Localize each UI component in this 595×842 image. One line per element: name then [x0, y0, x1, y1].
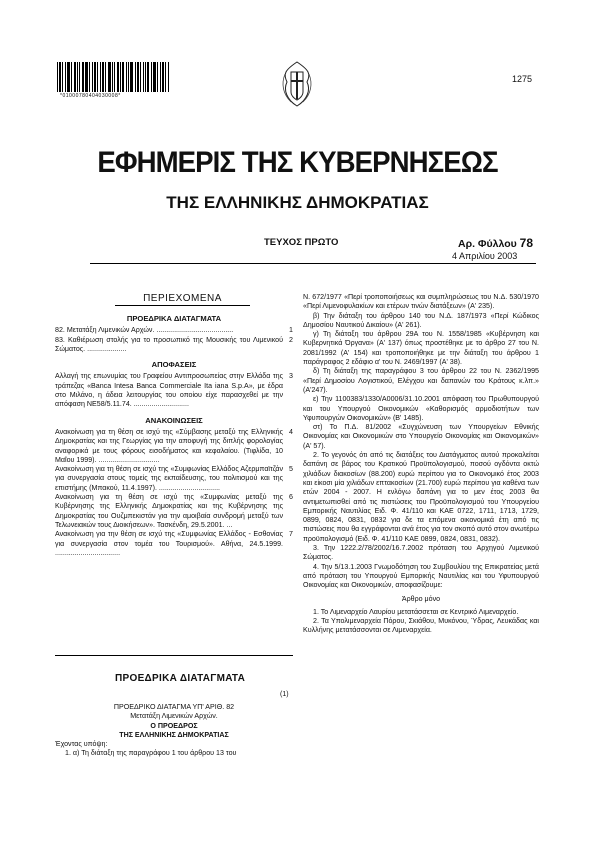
paragraph: δ) Τη διάταξη της παραγράφου 3 του άρθρου 22 του Ν. 2362/1995 «Περί Δημοσίου Λογιστικού, Ελέγχου και δαπανών του Κράτους κ.λπ.» (Α'247).: [303, 367, 539, 394]
toc-item[interactable]: Ανακοίνωση για τη θέση σε ισχύ της «Συμφωνίας μεταξύ της Κυβέρνησης της Ελληνικής Δημοκρατίας και της Κυβέρνησης της Δημοκρατίας του Ουζμπεκιστάν για την αμοιβαία συνδρομή μεταξύ των Τελωνειακών τους Διοικήσεων». Τασκένδη, 29.5.2001. ... 6: [55, 493, 293, 529]
barcode-bar: [145, 62, 146, 92]
sheet-label: Αρ. Φύλλου: [458, 238, 517, 250]
barcode-bar: [92, 62, 93, 92]
toc-item[interactable]: Ανακοίνωση για τη θέση σε ισχύ της «Συμφωνίας Ελλάδος Αζερμπαϊτζάν για συνεργασία στους τομείς της εκπαίδευσης, του πολιτισμού και της επιστήμης (Μπακού, 11.4.1997). ............................... 5: [55, 465, 293, 492]
barcode-bar: [89, 62, 90, 92]
barcode-number: *01000780404030008*: [60, 93, 121, 99]
issue-date: 4 Απριλίου 2003: [452, 251, 518, 261]
barcode-bar: [97, 62, 98, 92]
paragraph: ε) Την 1100383/1330/Α0006/31.10.2001 απόφαση του Πρωθυπουργού και του Υπουργού Οικονομικών «Καθορισμός αρμοδιοτήτων των Υφυπουργών Οικονομικών» (Β' 1485).: [303, 395, 539, 422]
barcode-bar: [82, 62, 84, 92]
barcode-bar: [140, 62, 141, 92]
barcode-bar: [162, 62, 164, 92]
decree-subject: Μετατάξη Λιμενικών Αρχών.: [130, 712, 218, 721]
decrees-heading: ΠΡΟΕΔΡΙΚΑ ΔΙΑΤΑΓΜΑΤΑ: [115, 673, 246, 684]
decree-republic: ΤΗΣ ΕΛΛΗΝΙΚΗΣ ΔΗΜΟΚΡΑΤΙΑΣ: [119, 730, 229, 739]
barcode-bar: [74, 62, 76, 92]
barcode-bar: [71, 62, 72, 92]
toc-item[interactable]: Ανακοίνωση για την θέση σε ισχύ της «Συμφωνίας Ελλάδος - Εσθονίας για συνεργασία στον τομέα του Τουρισμού». Αθήνα, 24.5.1999. ................................. 7: [55, 530, 293, 557]
paragraph: 2. Το γεγονός ότι από τις διατάξεις του Διατάγματος αυτού προκαλείται δαπάνη σε βάρος του Κρατικού Προϋπολογισμού, ποσού ογδόντα οκτώ χιλιάδων διακοσίων (88.200) ευρώ περίπου για το Οικονομικό έτος 2003 και είκοσι μία χιλιάδων επτακοσίων (21.700) ευρώ περίπου για καθένα των ετών 2004 - 2007. Η ενλόγω δαπάνη για το μεν έτος 2003 θα αντιμετωπισθεί από τις πιστώσεις του Προϋπολογισμού του Υπουργείου Εμπορικής Ναυτιλίας Ειδ. Φ. 41/110 και ΚΑΕ 0722, 1711, 1713, 1729, 0899, 0824, 0831, 0832 για δε τα επόμενα οικονομικά έτη από τις πιστώσεις που θα εγγράφονται ανά έτος για τον σκοπό αυτό στον ανωτέρω προϋπολογισμό (Ειδ. Φ. 41/110 ΚΑΕ 0899, 0824, 0831, 0832).: [303, 451, 539, 543]
barcode-bar: [128, 62, 129, 92]
barcode-bar: [108, 62, 111, 92]
barcode-bar: [117, 62, 119, 92]
barcode-bar: [157, 62, 158, 92]
toc-title: ΠΕΡΙΕΧΟΜΕΝΑ: [143, 293, 222, 304]
decree-marker: (1): [280, 691, 289, 698]
barcode-bar: [147, 62, 149, 92]
barcode-bar: [105, 62, 106, 92]
paragraph: γ) Τη διάταξη του άρθρου 29Α του Ν. 1558/1985 «Κυβέρνηση και Κυβερνητικά Όργανα» (Α' 137) όπως προστέθηκε με το άρθρο 27 του Ν. 2081/1992 (Α' 154) και τροποποιήθηκε με την διάταξη του άρθρου 1 παράγραφος 2 εδάφιο α' του Ν. 2469/1997 (Α' 38).: [303, 330, 539, 367]
barcode-bar: [102, 62, 104, 92]
issue-label: ΤΕΥΧΟΣ ΠΡΩΤΟ: [264, 237, 339, 248]
barcode-bar: [122, 62, 124, 92]
decree-intro: [55, 703, 293, 759]
greek-emblem-icon: [277, 60, 317, 108]
barcode-bar: [153, 62, 156, 92]
decree-president: Ο ΠΡΟΕΔΡΟΣ: [150, 721, 198, 730]
table-of-contents: [55, 308, 293, 558]
paragraph: στ) Το Π.Δ. 81/2002 «Συγχώνευση των Υπουργείων Εθνικής Οικονομίας και Οικονομικών στο Υπουργείο Οικονομίας και Οικονομικών» (Α' 57).: [303, 423, 539, 450]
barcode-bar: [165, 62, 166, 92]
barcode-bar: [160, 62, 161, 92]
paragraph: β) Την διάταξη του άρθρου 140 του Ν.Δ. 187/1973 «Περί Κώδικος Δημοσίου Ναυτικού Δικαίου» (Α' 261).: [303, 311, 539, 329]
barcode-bar: [57, 62, 58, 92]
gazette-title: ΕΦΗΜΕΡΙΣ ΤΗΣ ΚΥΒΕΡΝΗΣΕΩΣ: [97, 146, 498, 179]
decree-number: ΠΡΟΕΔΡΙΚΟ ΔΙΑΤΑΓΜΑ ΥΠ' ΑΡΙΘ. 82: [113, 703, 235, 711]
right-column: [303, 293, 539, 636]
barcode-bar: [151, 62, 152, 92]
barcode-bar: [79, 62, 80, 92]
barcode-bar: [62, 62, 63, 92]
barcode-bar: [77, 62, 78, 92]
barcode-bar: [100, 62, 101, 92]
barcode-bar: [94, 62, 96, 92]
barcode-bar: [59, 62, 61, 92]
barcode-bar: [135, 62, 136, 92]
article-item: 2. Τα Υπολιμεναρχεία Πόρου, Σκιάθου, Μυκόνου, Ύδρας, Λευκάδας και Κυλλήνης μετατάσσονται σε Λιμεναρχεία.: [303, 617, 539, 635]
barcode-bar: [126, 62, 127, 92]
paragraph: 3. Την 1222.2/78/2002/16.7.2002 πρόταση του Αρχηγού Λιμενικού Σώματος.: [303, 544, 539, 562]
barcode-bar: [114, 62, 115, 92]
gazette-subtitle: ΤΗΣ ΕΛΛΗΝΙΚΗΣ ΔΗΜΟΚΡΑΤΙΑΣ: [166, 193, 429, 212]
page-number: 1275: [512, 74, 533, 84]
sheet-value: 78: [519, 236, 534, 250]
sheet-number: [458, 236, 533, 250]
toc-item[interactable]: Αλλαγή της επωνυμίας του Γραφείου Αντιπροσωπείας στην Ελλάδα της τράπεζας «Banca Intesa Banca Commerciale Ita iana S.p.A», με έδρα στο Μιλάνο, η άδεια λειτουργίας του οποίου είχε παρασχεθεί με την απόφαση ΝΕ58/5.11.74. ............................ 3: [55, 372, 293, 409]
toc-item[interactable]: Ανακοίνωση για τη θέση σε ισχύ της «Σύμβασης μεταξύ της Ελληνικής Δημοκρατίας και της Γεωργίας για την αποφυγή της διπλής φορολογίας αναφορικά με τους φόρους εισοδήματος και κεφαλαίου. (Τιφλίδα, 10 Μαΐου 1999). ............................... 4: [55, 427, 293, 464]
barcode-bar: [112, 62, 113, 92]
paragraph: 4. Την 5/13.1.2003 Γνωμοδότηση του Συμβουλίου της Επικρατείας μετά από πρόταση του Υπουργού Εμπορικής Ναυτιλίας και του Υφυπουργού Οικονομίας και Οικονομικών, αποφασίζουμε:: [303, 562, 539, 590]
barcode-bar: [85, 62, 88, 92]
toc-item[interactable]: 82. Μετατάξη Λιμενικών Αρχών. ....................................... 1: [55, 326, 293, 335]
barcode-bar: [130, 62, 133, 92]
decree-item-a: 1. α) Τη διάταξη της παραγράφου 1 του άρθρου 13 του: [65, 749, 237, 758]
barcode-bar: [65, 62, 66, 92]
toc-section-heading: ΑΠΟΦΑΣΕΙΣ: [151, 360, 197, 370]
article-item: 1. Το Λιμεναρχείο Λαυρίου μετατάσσεται σε Κεντρικό Λιμεναρχείο.: [313, 607, 519, 616]
toc-section-heading: ΑΝΑΚΟΙΝΩΣΕΙΣ: [145, 415, 203, 425]
toc-title-underline: [115, 305, 250, 306]
header-divider: [90, 263, 536, 264]
barcode-bar: [143, 62, 144, 92]
toc-item[interactable]: 83. Καθιέρωση στολής για το προσωπικό της Μουσικής του Λιμενικού Σώματος. .................... 2: [55, 335, 293, 353]
barcode-bar: [120, 62, 121, 92]
decree-considering: Έχοντας υπόψη:: [55, 740, 108, 749]
toc-section-heading: ΠΡΟΕΔΡΙΚΑ ΔΙΑΤΑΓΜΑΤΑ: [126, 314, 222, 323]
barcode-bar: [67, 62, 70, 92]
barcode: [57, 62, 172, 92]
toc-divider: [55, 655, 293, 656]
article-heading: Άρθρο μόνο: [401, 594, 441, 603]
barcode-bar: [137, 62, 139, 92]
barcode-bar: [168, 62, 169, 92]
paragraph: Ν. 672/1977 «Περί τροποποιήσεως και συμπληρώσεως του Ν.Δ. 530/1970 «Περί Λιμενοφυλακίων και ετέρων τινών διατάξεων» (Α' 235).: [303, 293, 539, 311]
